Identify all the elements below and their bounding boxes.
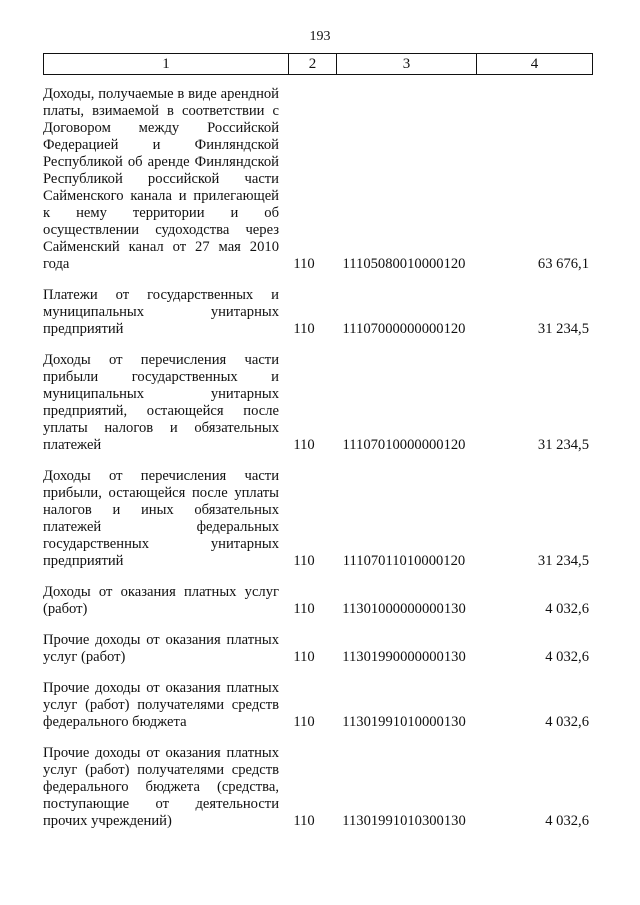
budget-code: 11301990000000130	[342, 649, 466, 665]
amount: 31 234,5	[537, 437, 589, 453]
admin-code: 110	[293, 813, 315, 829]
amount: 4 032,6	[545, 649, 589, 665]
budget-code: 11301991010300130	[342, 813, 466, 829]
amount: 31 234,5	[537, 321, 589, 337]
income-name: Прочие доходы от оказания платных услуг (работ) получателями средств федерального бюджета (средства, поступающие от деятельности прочих учреждений)	[43, 745, 279, 829]
column-header-1: 1	[44, 54, 289, 75]
table-row	[43, 352, 592, 454]
table-row	[43, 287, 592, 338]
amount: 4 032,6	[545, 813, 589, 829]
income-name: Доходы от перечисления части прибыли, остающейся после уплаты налогов и иных обязательных платежей федеральных государственных унитарных предприятий	[43, 468, 279, 569]
budget-code: 11301000000000130	[342, 601, 466, 617]
admin-code: 110	[293, 321, 315, 337]
table-row	[43, 86, 592, 273]
column-header-2: 2	[289, 54, 337, 75]
table-row	[43, 468, 592, 570]
income-table-body	[43, 86, 592, 844]
budget-code: 11107010000000120	[342, 437, 466, 453]
amount: 31 234,5	[537, 553, 589, 569]
table-row	[43, 632, 592, 666]
income-name: Прочие доходы от оказания платных услуг (работ) получателями средств федерального бюджета	[43, 680, 279, 730]
admin-code: 110	[293, 256, 315, 272]
amount: 4 032,6	[545, 714, 589, 730]
admin-code: 110	[293, 601, 315, 617]
table-row	[43, 680, 592, 731]
budget-code: 11105080010000120	[342, 256, 466, 272]
page-number: 193	[309, 29, 331, 44]
column-header-4: 4	[477, 54, 593, 75]
amount: 63 676,1	[537, 256, 589, 272]
budget-code: 11107000000000120	[342, 321, 466, 337]
admin-code: 110	[293, 437, 315, 453]
admin-code: 110	[293, 649, 315, 665]
column-header-row	[44, 54, 593, 75]
income-name: Доходы, получаемые в виде арендной платы, взимаемой в соответствии с Договором между Российской Федерацией и Финляндской Республикой об аренде Финляндской Республикой российской части Сайменского канала и прилегающей к нему территории и об осуществлении судоходства через Сайменский канал от 27 мая 2010 года	[43, 86, 279, 272]
income-name: Платежи от государственных и муниципальных унитарных предприятий	[43, 287, 279, 337]
admin-code: 110	[293, 714, 315, 730]
table-row	[43, 745, 592, 830]
admin-code: 110	[293, 553, 315, 569]
column-header-3: 3	[337, 54, 477, 75]
column-header-table	[43, 53, 593, 75]
budget-code: 11107011010000120	[342, 553, 466, 569]
table-row	[43, 584, 592, 618]
amount: 4 032,6	[545, 601, 589, 617]
income-name: Доходы от оказания платных услуг (работ)	[43, 584, 279, 617]
income-name: Доходы от перечисления части прибыли государственных и муниципальных унитарных предприятий, остающейся после уплаты налогов и обязательных платежей	[43, 352, 279, 453]
budget-code: 11301991010000130	[342, 714, 466, 730]
income-name: Прочие доходы от оказания платных услуг (работ)	[43, 632, 279, 665]
